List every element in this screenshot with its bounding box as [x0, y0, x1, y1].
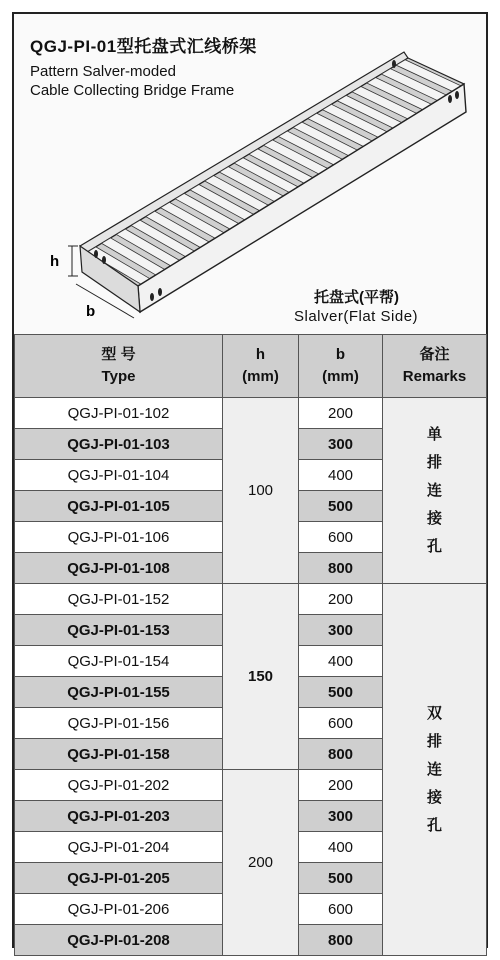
type-cell: QGJ-PI-01-206: [15, 894, 223, 925]
hole-icon: [448, 95, 452, 103]
header-b: b (mm): [299, 335, 383, 398]
h-value-cell: 100: [223, 398, 299, 584]
remarks-cell: [383, 584, 487, 956]
b-value-cell: 300: [299, 615, 383, 646]
b-value-cell: 200: [299, 770, 383, 801]
b-value-cell: 200: [299, 398, 383, 429]
type-cell: QGJ-PI-01-202: [15, 770, 223, 801]
b-value-cell: 400: [299, 646, 383, 677]
type-cell: QGJ-PI-01-156: [15, 708, 223, 739]
type-cell: QGJ-PI-01-152: [15, 584, 223, 615]
type-cell: QGJ-PI-01-158: [15, 739, 223, 770]
type-cell: QGJ-PI-01-105: [15, 491, 223, 522]
b-value-cell: 600: [299, 894, 383, 925]
english-title-line2: Cable Collecting Bridge Frame: [30, 82, 235, 99]
hole-icon: [158, 288, 162, 296]
cable-tray-illustration: [14, 14, 486, 332]
hole-icon: [102, 256, 106, 264]
header-type: 型 号 Type: [15, 335, 223, 398]
b-value-cell: 600: [299, 522, 383, 553]
type-cell: QGJ-PI-01-104: [15, 460, 223, 491]
hole-icon: [94, 250, 98, 258]
h-value-cell: 150: [223, 584, 299, 770]
type-cell: QGJ-PI-01-154: [15, 646, 223, 677]
spec-table: [14, 334, 487, 956]
hole-icon: [392, 60, 396, 68]
b-value-cell: 800: [299, 925, 383, 956]
illustration-panel: [14, 14, 486, 332]
type-cell: QGJ-PI-01-106: [15, 522, 223, 553]
b-value-cell: 500: [299, 863, 383, 894]
table-row: [15, 584, 487, 615]
type-cell: QGJ-PI-01-102: [15, 398, 223, 429]
remarks-char: 孔: [426, 537, 442, 555]
model-title: QGJ-PI-01型托盘式汇线桥架: [30, 37, 257, 56]
type-cell: QGJ-PI-01-153: [15, 615, 223, 646]
header-h: h (mm): [223, 335, 299, 398]
dimension-h-label: h: [50, 253, 60, 270]
b-value-cell: 200: [299, 584, 383, 615]
remarks-char: 单: [426, 425, 442, 443]
b-value-cell: 800: [299, 553, 383, 584]
remarks-char: 排: [426, 453, 442, 471]
dimension-b-label: b: [86, 303, 96, 320]
b-value-cell: 300: [299, 429, 383, 460]
type-cell: QGJ-PI-01-203: [15, 801, 223, 832]
b-value-cell: 800: [299, 739, 383, 770]
remarks-char: 排: [426, 732, 442, 750]
chinese-subtitle: 托盘式(平帮): [314, 289, 399, 306]
remarks-char: 接: [426, 788, 442, 806]
b-value-cell: 300: [299, 801, 383, 832]
h-value-cell: 200: [223, 770, 299, 956]
type-cell: QGJ-PI-01-108: [15, 553, 223, 584]
b-value-cell: 400: [299, 832, 383, 863]
remarks-char: 接: [426, 509, 442, 527]
b-value-cell: 500: [299, 491, 383, 522]
type-cell: QGJ-PI-01-208: [15, 925, 223, 956]
type-cell: QGJ-PI-01-155: [15, 677, 223, 708]
type-cell: QGJ-PI-01-204: [15, 832, 223, 863]
hole-icon: [455, 91, 459, 99]
spec-sheet: [12, 12, 488, 948]
b-value-cell: 500: [299, 677, 383, 708]
remarks-char: 孔: [426, 816, 442, 834]
remarks-cell: [383, 398, 487, 584]
english-title-line1: Pattern Salver-moded: [30, 63, 176, 80]
type-cell: QGJ-PI-01-103: [15, 429, 223, 460]
remarks-char: 连: [426, 481, 442, 499]
table-header-row: [15, 335, 487, 398]
b-value-cell: 600: [299, 708, 383, 739]
english-subtitle: Slalver(Flat Side): [294, 308, 419, 325]
table-row: [15, 398, 487, 429]
type-cell: QGJ-PI-01-205: [15, 863, 223, 894]
header-remarks: 备注 Remarks: [383, 335, 487, 398]
remarks-char: 双: [426, 704, 442, 722]
remarks-char: 连: [426, 760, 442, 778]
b-value-cell: 400: [299, 460, 383, 491]
hole-icon: [150, 293, 154, 301]
